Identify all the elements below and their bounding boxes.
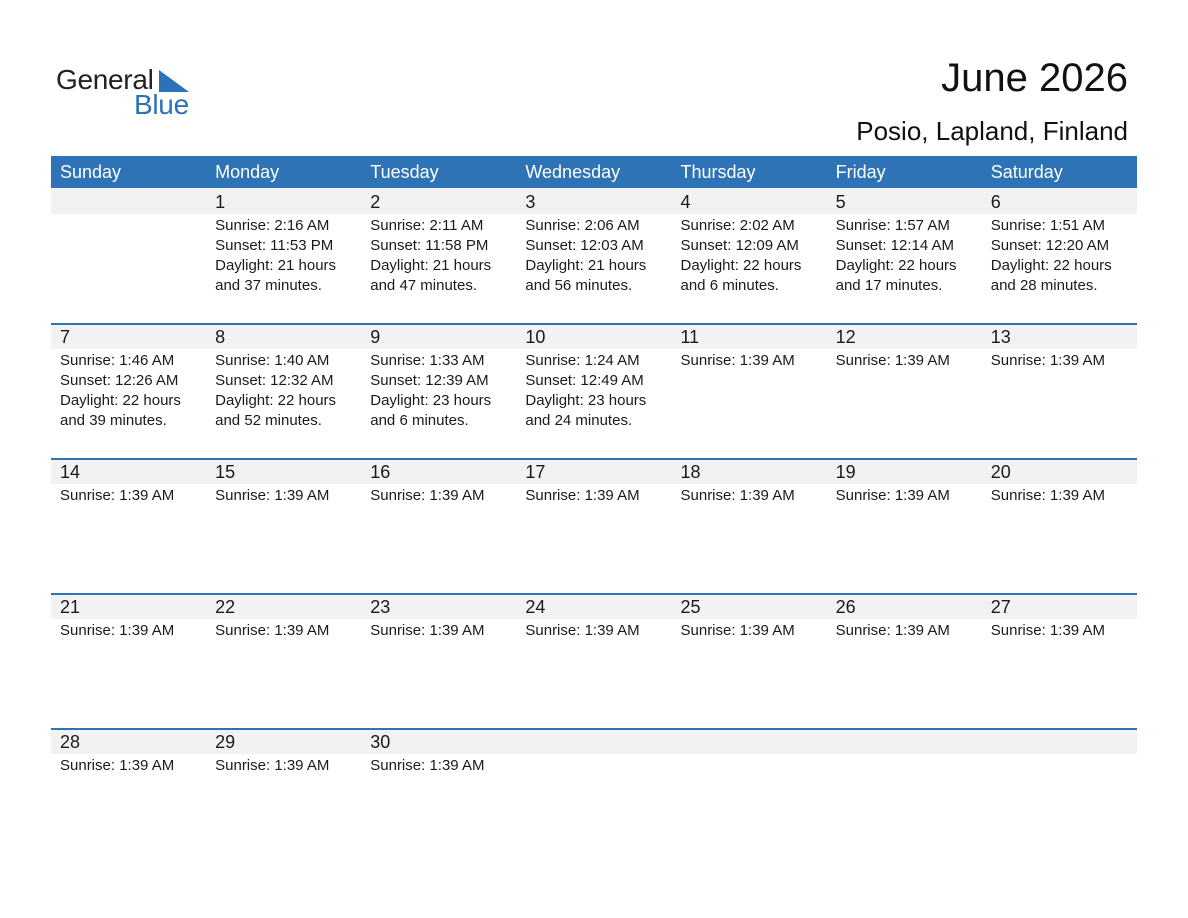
logo [56,64,216,124]
day-info-line: Sunrise: 1:39 AM [60,622,175,639]
day-cell [982,188,1137,323]
day-info-line: Sunrise: 1:57 AM [835,217,950,234]
day-cell [516,728,671,863]
day-cell [206,188,361,323]
day-info [60,486,206,506]
day-info [215,756,361,776]
day-info-line: and 6 minutes. [680,277,779,294]
day-info-line: Sunrise: 1:46 AM [60,352,175,369]
day-info-line: Sunset: 11:53 PM [215,237,334,254]
day-info [370,216,516,296]
day-number: 10 [525,327,546,347]
logo-blue-text: Blue [134,89,189,120]
day-number: 26 [835,597,856,617]
day-number [60,188,206,214]
day-info [991,351,1137,371]
day-info-line: Sunrise: 1:33 AM [370,352,485,369]
calendar-week [51,323,1137,458]
day-cell [672,593,827,728]
day-cell [672,188,827,323]
day-number [525,728,671,754]
day-info-line: Daylight: 23 hours [370,392,492,409]
day-info-line: and 47 minutes. [370,277,477,294]
day-cell [51,458,206,593]
day-info [991,216,1137,296]
day-info-line: Sunrise: 2:02 AM [680,217,795,234]
day-info-line: Sunrise: 1:39 AM [680,487,795,504]
weekday-friday: Friday [835,162,886,182]
day-info-line: Daylight: 21 hours [525,257,647,274]
day-cell [516,323,671,458]
day-number: 7 [60,327,71,347]
day-info [681,216,827,296]
day-cell [516,188,671,323]
day-info [525,621,671,641]
day-cell [982,728,1137,863]
day-info-line: Sunrise: 1:39 AM [370,757,485,774]
day-number: 17 [525,462,546,482]
day-info-line: Sunrise: 1:39 AM [990,352,1105,369]
day-info-line: and 39 minutes. [60,412,167,429]
day-cell [361,188,516,323]
day-info-line: Daylight: 22 hours [835,257,957,274]
weekday-sunday: Sunday [60,162,122,182]
day-info [60,756,206,776]
day-info-line: Sunrise: 1:24 AM [525,352,640,369]
day-info-line: Sunset: 11:58 PM [370,237,489,254]
day-number: 25 [680,597,701,617]
day-info-line: Sunset: 12:20 AM [990,237,1110,254]
day-info [991,486,1137,506]
day-info-line: and 28 minutes. [990,277,1098,294]
day-number: 21 [60,597,81,617]
location-subtitle: Posio, Lapland, Finland [856,116,1128,146]
day-number: 12 [835,327,856,347]
day-info-line: Sunrise: 2:06 AM [525,217,640,234]
day-cell [982,323,1137,458]
day-info-line: Sunset: 12:14 AM [835,237,955,254]
day-number: 2 [370,192,381,212]
day-number [836,728,982,754]
day-cell [672,323,827,458]
day-info-line: Daylight: 22 hours [215,392,337,409]
day-cell [51,188,206,323]
day-cell [827,188,982,323]
day-info-line: Daylight: 22 hours [60,392,181,409]
day-cell [206,458,361,593]
day-info [370,486,516,506]
day-number: 3 [525,192,536,212]
day-info [60,621,206,641]
day-info [836,621,982,641]
weekday-header [51,156,1137,188]
weekday-thursday: Thursday [680,162,756,182]
day-info [681,486,827,506]
weekday-tuesday: Tuesday [370,162,439,182]
day-number [681,728,827,754]
day-info-line: Sunrise: 1:39 AM [60,487,175,504]
day-info-line: Sunrise: 2:11 AM [370,217,484,234]
day-number: 23 [370,597,391,617]
day-cell [361,323,516,458]
day-info-line: Sunset: 12:03 AM [525,237,644,254]
day-info-line: Sunset: 12:49 AM [525,372,644,389]
day-cell [516,458,671,593]
day-info-line: Sunrise: 1:39 AM [680,352,795,369]
day-cell [827,323,982,458]
day-cell [827,458,982,593]
day-info-line: Sunset: 12:39 AM [370,372,489,389]
day-info-line: Daylight: 23 hours [525,392,647,409]
day-info-line: Sunrise: 1:39 AM [525,622,640,639]
day-cell [361,458,516,593]
day-number: 24 [525,597,546,617]
day-info-line: Sunrise: 1:39 AM [215,622,330,639]
day-info [836,216,982,296]
weekday-wednesday: Wednesday [525,162,621,182]
day-info [215,621,361,641]
day-number: 4 [680,192,691,212]
day-info [525,486,671,506]
day-info-line: and 37 minutes. [215,277,322,294]
day-info [60,351,206,431]
day-info [681,621,827,641]
day-cell [672,728,827,863]
day-number: 20 [990,462,1011,482]
day-number: 13 [990,327,1011,347]
day-info-line: Sunrise: 2:16 AM [215,217,330,234]
day-cell [516,593,671,728]
day-info-line: and 17 minutes. [835,277,943,294]
calendar-week [51,593,1137,728]
day-cell [672,458,827,593]
day-info [370,351,516,431]
day-info-line: Sunset: 12:09 AM [680,237,799,254]
day-info [836,351,982,371]
day-info-line: Sunrise: 1:39 AM [370,487,485,504]
day-cell [827,728,982,863]
day-info [991,621,1137,641]
day-info-line: and 24 minutes. [525,412,633,429]
day-number: 15 [215,462,236,482]
day-number: 8 [215,327,226,347]
day-info-line: Sunrise: 1:39 AM [215,757,330,774]
day-cell [982,458,1137,593]
day-info-line: Sunrise: 1:51 AM [990,217,1105,234]
day-number: 19 [835,462,856,482]
page-title: June 2026 [941,56,1128,100]
day-number: 16 [370,462,391,482]
day-cell [51,593,206,728]
day-info [525,216,671,296]
day-info-line: Sunrise: 1:39 AM [525,487,640,504]
day-number: 29 [215,732,236,752]
day-number [991,728,1137,754]
day-info-line: Sunset: 12:26 AM [60,372,179,389]
day-cell [51,323,206,458]
day-info [370,756,516,776]
day-number: 5 [835,192,846,212]
day-number: 11 [680,327,700,347]
day-info [836,486,982,506]
day-cell [982,593,1137,728]
day-info [525,351,671,431]
day-info-line: Sunrise: 1:39 AM [835,487,950,504]
day-info-line: Sunset: 12:32 AM [215,372,334,389]
day-info-line: Daylight: 22 hours [680,257,802,274]
calendar-week [51,728,1137,863]
day-number: 18 [680,462,701,482]
day-info [370,621,516,641]
day-number: 22 [215,597,236,617]
day-info-line: Sunrise: 1:39 AM [990,622,1105,639]
day-info-line: Sunrise: 1:40 AM [215,352,330,369]
day-cell [51,728,206,863]
day-info-line: and 56 minutes. [525,277,633,294]
day-cell [206,323,361,458]
day-cell [361,593,516,728]
day-cell [206,593,361,728]
calendar-week [51,188,1137,323]
day-number: 9 [370,327,381,347]
day-cell [827,593,982,728]
day-info [215,351,361,431]
day-info-line: Sunrise: 1:39 AM [835,352,950,369]
weekday-saturday: Saturday [990,162,1063,182]
day-info-line: Sunrise: 1:39 AM [990,487,1105,504]
logo-general-text: General [56,64,154,95]
day-info-line: Sunrise: 1:39 AM [215,487,330,504]
day-info-line: Sunrise: 1:39 AM [370,622,485,639]
day-number: 30 [370,732,391,752]
day-info-line: Daylight: 21 hours [215,257,337,274]
day-number: 1 [215,192,226,212]
day-info-line: Daylight: 22 hours [990,257,1112,274]
day-info-line: Sunrise: 1:39 AM [60,757,175,774]
day-info-line: Sunrise: 1:39 AM [680,622,795,639]
calendar-week [51,458,1137,593]
day-number: 28 [60,732,81,752]
day-number: 27 [990,597,1011,617]
weekday-monday: Monday [215,162,280,182]
day-info [681,351,827,371]
day-info-line: Daylight: 21 hours [370,257,492,274]
day-info [215,216,361,296]
day-info [215,486,361,506]
day-cell [361,728,516,863]
day-cell [206,728,361,863]
day-info-line: Sunrise: 1:39 AM [835,622,950,639]
day-info-line: and 52 minutes. [215,412,322,429]
day-number: 6 [990,192,1001,212]
day-number: 14 [60,462,81,482]
day-info-line: and 6 minutes. [370,412,469,429]
